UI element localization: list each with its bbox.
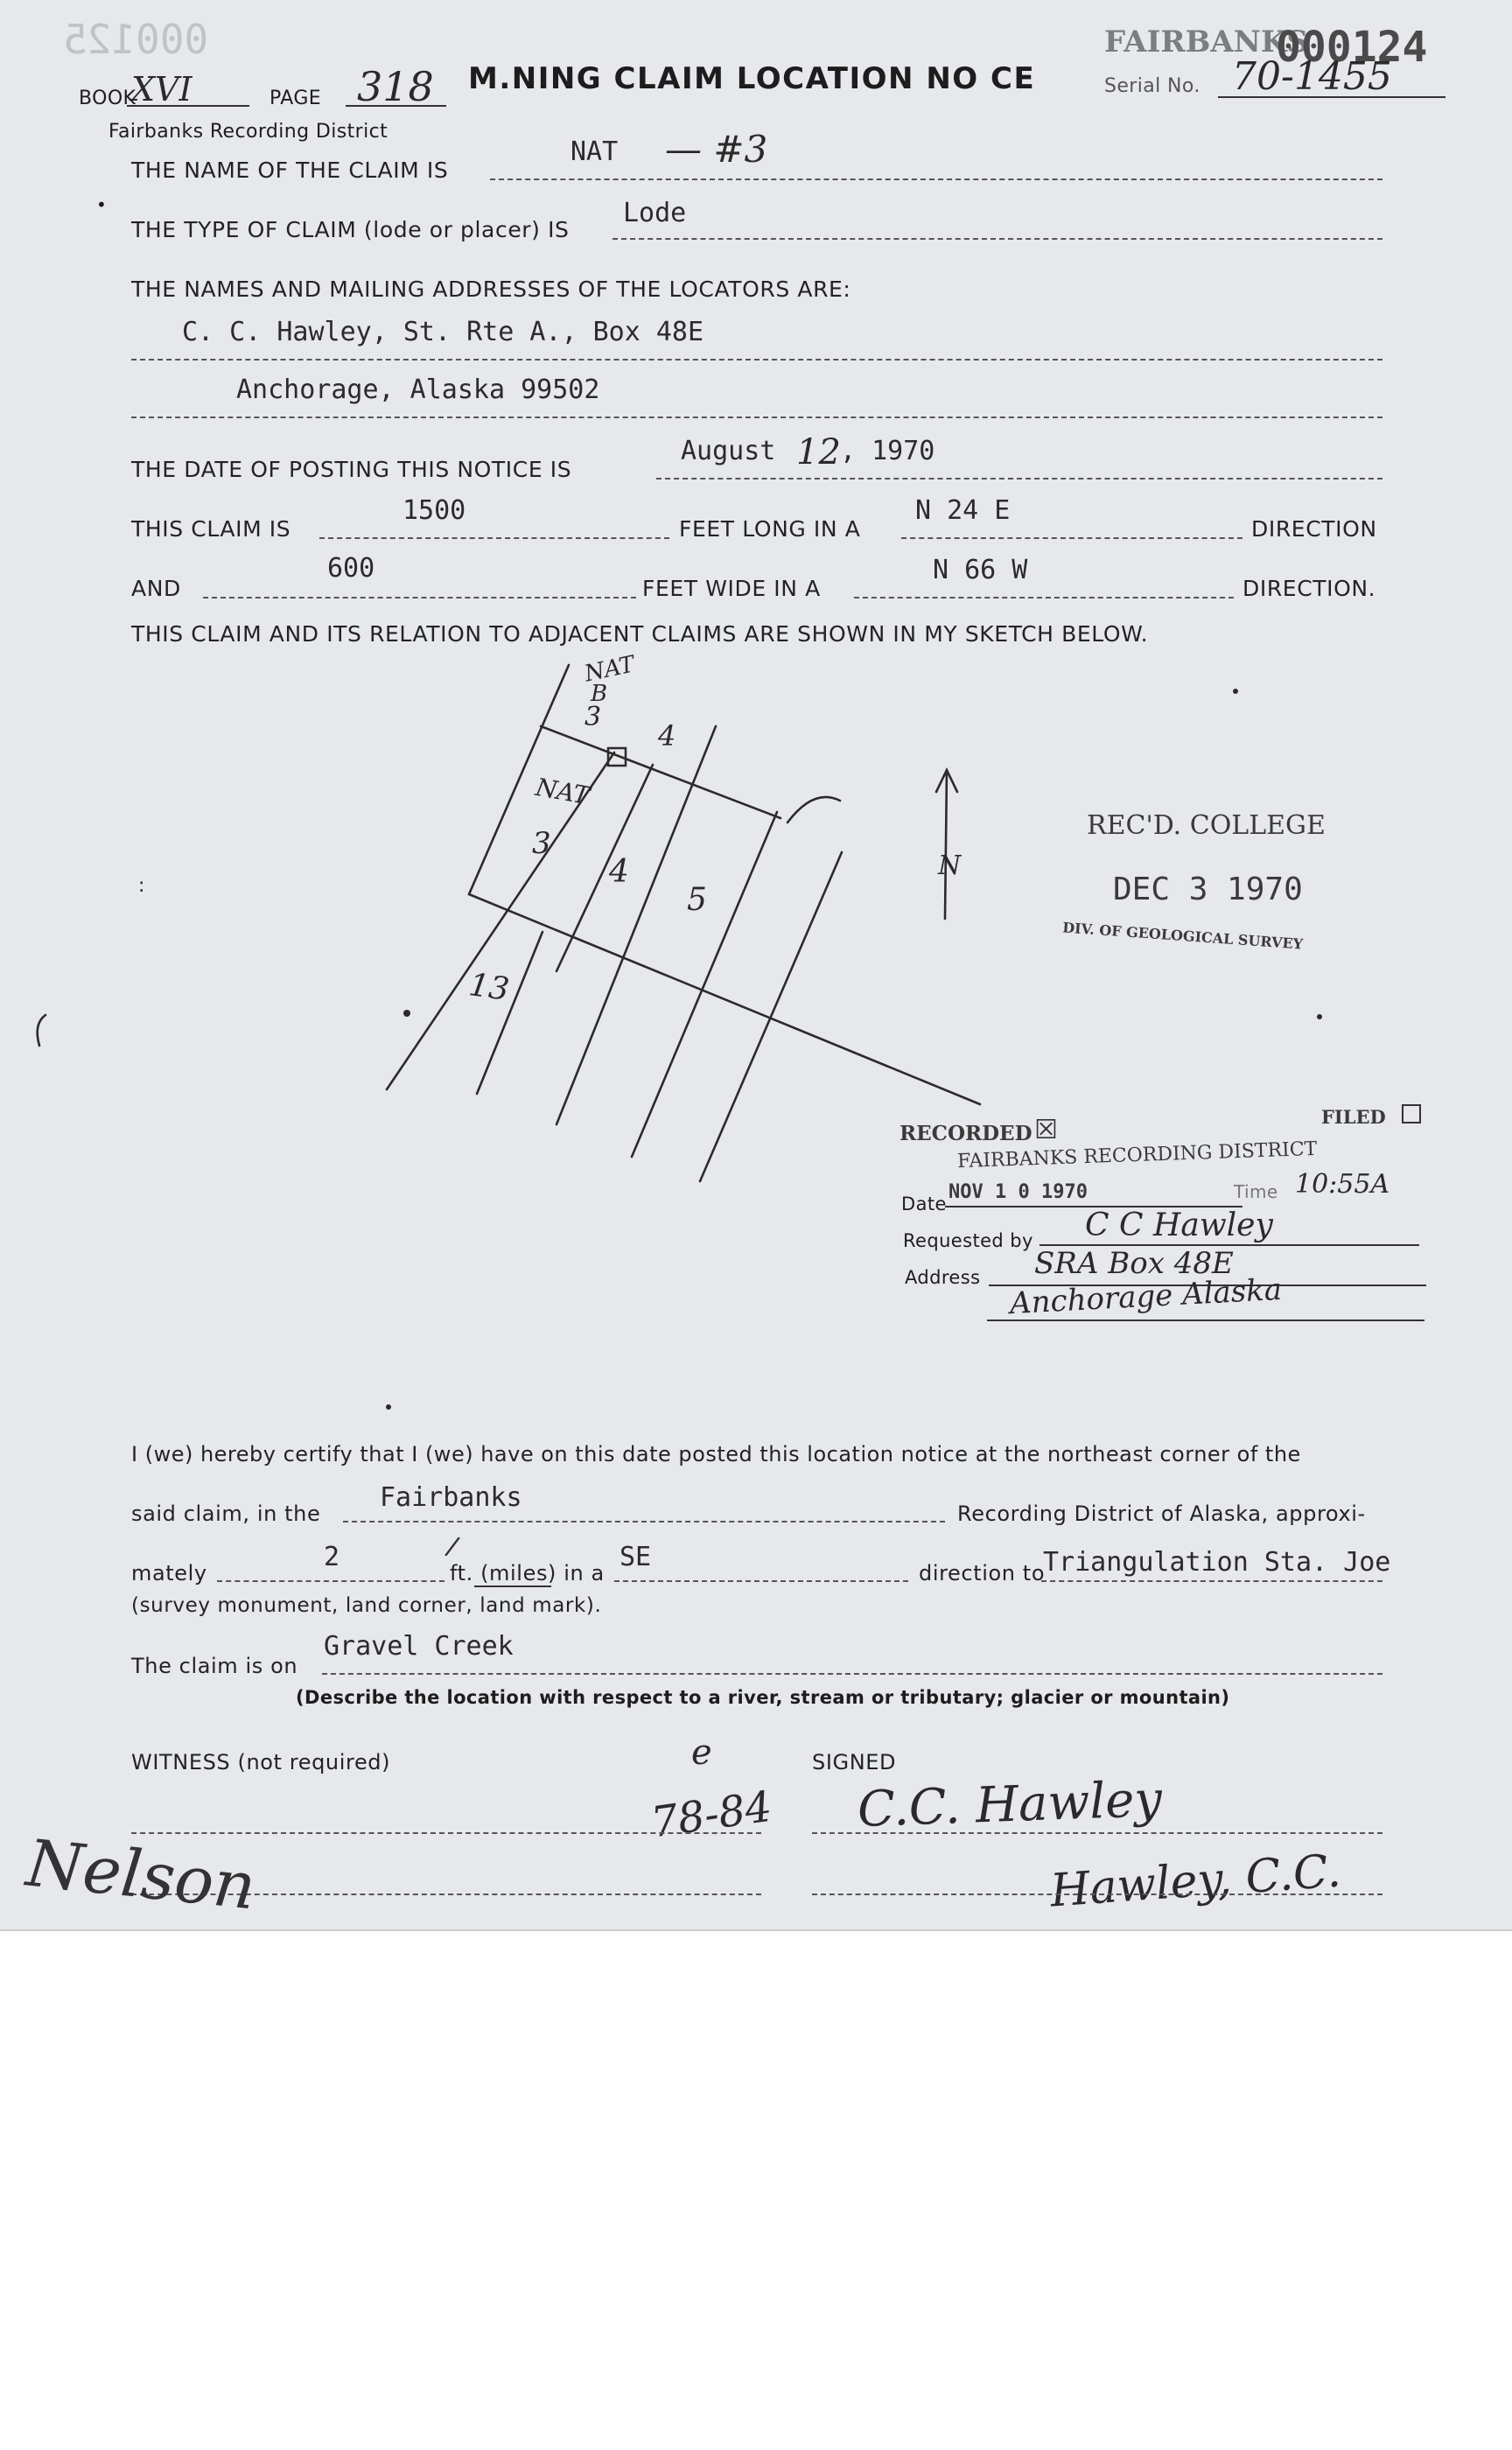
page-title: M.NING CLAIM LOCATION NO CE xyxy=(468,61,1036,96)
claim-is-label: THIS CLAIM IS xyxy=(131,516,291,542)
signature-2: Hawley, C.C. xyxy=(1048,1844,1343,1918)
address-line1: SRA Box 48E xyxy=(1034,1246,1234,1281)
sketch-label-5: 5 xyxy=(687,882,707,918)
locator-line2: Anchorage, Alaska 99502 xyxy=(236,374,600,405)
describe-note: (Describe the location with respect to a river, stream or tributary; glacier or mountain) xyxy=(296,1687,1230,1708)
claim-type-label: THE TYPE OF CLAIM (lode or placer) IS xyxy=(131,217,570,242)
page-value: 318 xyxy=(357,63,434,110)
direction-value: SE xyxy=(620,1542,652,1572)
sketch-label-b4: 4 xyxy=(658,719,676,752)
survey-note: (survey monument, land corner, land mark). xyxy=(131,1594,602,1617)
page-label: PAGE xyxy=(270,88,322,109)
sketch-dot xyxy=(386,1404,391,1410)
recorded-date-label: Date xyxy=(901,1194,947,1214)
requested-by-label: Requested by xyxy=(903,1230,1033,1251)
recorded-time-label: Time xyxy=(1234,1181,1278,1202)
posting-date-label: THE DATE OF POSTING THIS NOTICE IS xyxy=(131,457,572,482)
claim-name-hand: — #3 xyxy=(665,128,768,171)
recorded-label: RECORDED xyxy=(900,1122,1032,1145)
claim-name-typed: NAT xyxy=(570,136,619,167)
length-value: 1500 xyxy=(402,495,466,526)
direction-label: DIRECTION xyxy=(1251,516,1377,542)
recorded-check-icon: ☒ xyxy=(1034,1115,1058,1145)
witness-scrawl: Nelson xyxy=(23,1825,260,1925)
distance-line xyxy=(217,1580,444,1582)
fairbanks-stamp: FAIRBANKS xyxy=(1104,24,1308,60)
sketch-dot xyxy=(403,1010,410,1017)
claim-on-line xyxy=(322,1673,1382,1675)
note-number: 78-84 xyxy=(648,1782,775,1848)
sketch-dot xyxy=(1317,1014,1322,1019)
filed-label: FILED xyxy=(1321,1106,1386,1128)
sketch-line xyxy=(477,932,542,1094)
margin-stroke xyxy=(38,1015,46,1046)
sketch-label-4: 4 xyxy=(609,854,629,890)
district-value: Fairbanks xyxy=(380,1482,522,1513)
college-stamp-date: DEC 3 1970 xyxy=(1113,872,1303,907)
sketch-label-nat-b: NAT xyxy=(582,651,637,688)
sketch-label-3: 3 xyxy=(532,826,551,861)
college-stamp-line1: REC'D. COLLEGE xyxy=(1087,810,1326,841)
sketch-line xyxy=(700,852,842,1181)
sketch-label-b: B xyxy=(591,681,608,707)
recorded-date-value: NOV 1 0 1970 xyxy=(948,1181,1088,1203)
book-label: BOOK xyxy=(79,88,136,109)
sketch-line xyxy=(632,812,777,1157)
sketch-label: THIS CLAIM AND ITS RELATION TO ADJACENT CLAIMS ARE SHOWN IN MY SKETCH BELOW. xyxy=(131,621,1149,647)
witness-label: WITNESS (not required) xyxy=(131,1750,391,1774)
said-claim-label: said claim, in the xyxy=(131,1502,321,1526)
feet-wide-label: FEET WIDE IN A xyxy=(642,576,821,601)
posting-date-day: 12 xyxy=(796,432,841,472)
sketch-label-13: 13 xyxy=(466,967,512,1008)
and-label: AND xyxy=(131,576,181,601)
width-value: 600 xyxy=(327,553,375,584)
miles-underline xyxy=(474,1586,551,1587)
ft-miles-label: ft. (miles) in a xyxy=(450,1561,605,1586)
stamp-number: 000124 xyxy=(1276,23,1428,72)
signed-label: SIGNED xyxy=(812,1750,897,1774)
certify-text: I (we) hereby certify that I (we) have on this date posted this location notice at the northeast corner of the xyxy=(131,1442,1301,1466)
feet-long-label: FEET LONG IN A xyxy=(679,516,861,542)
signature-1: C.C. Hawley xyxy=(856,1770,1163,1839)
claim-name-label: THE NAME OF THE CLAIM IS xyxy=(131,158,449,183)
district-line xyxy=(343,1521,945,1522)
sketch-label-nat: NAT xyxy=(533,772,592,811)
mately-label: mately xyxy=(131,1561,207,1586)
wide-direction: N 66 W xyxy=(933,555,1028,585)
direction-to-label: direction to xyxy=(919,1561,1046,1586)
landmark-line xyxy=(1041,1580,1382,1582)
claim-on-label: The claim is on xyxy=(131,1654,298,1678)
miles-check-mark: / xyxy=(443,1530,462,1563)
college-stamp-line3: DIV. OF GEOLOGICAL SURVEY xyxy=(1061,919,1304,953)
locators-label: THE NAMES AND MAILING ADDRESSES OF THE LOCATORS ARE: xyxy=(131,276,851,302)
margin-bullet: • xyxy=(96,194,107,215)
signed-line-1 xyxy=(812,1832,1382,1834)
recording-district-text: Recording District of Alaska, approxi- xyxy=(957,1502,1366,1526)
north-label: N xyxy=(938,850,962,881)
filed-box-icon xyxy=(1402,1104,1421,1124)
long-direction: N 24 E xyxy=(915,495,1011,526)
direction-label-2: DIRECTION. xyxy=(1242,576,1376,601)
district-label: Fairbanks Recording District xyxy=(108,121,388,143)
book-value: XVI xyxy=(131,70,192,108)
landmark-value: Triangulation Sta. Joe xyxy=(1043,1547,1391,1578)
witness-line-1 xyxy=(131,1832,761,1834)
note-top: e xyxy=(691,1732,712,1773)
signed-line-2 xyxy=(812,1894,1382,1895)
serial-label: Serial No. xyxy=(1104,75,1200,97)
address-line2: Anchorage Alaska xyxy=(1009,1271,1283,1322)
serial-value: 70-1455 xyxy=(1232,54,1392,99)
requested-by-value: C C Hawley xyxy=(1085,1208,1273,1243)
claim-type-value: Lode xyxy=(623,198,687,228)
address-line2-rule xyxy=(987,1320,1424,1321)
distance-value: 2 xyxy=(324,1542,340,1572)
sketch-stroke xyxy=(788,797,840,822)
locator-line1: C. C. Hawley, St. Rte A., Box 48E xyxy=(182,317,704,347)
posting-date-month: August xyxy=(681,436,776,466)
north-arrow-shaft xyxy=(945,770,947,919)
claim-on-value: Gravel Creek xyxy=(324,1631,514,1662)
sketch-line xyxy=(469,894,980,1104)
ghost-number: 000125 xyxy=(63,16,209,63)
recording-district-stamp: FAIRBANKS RECORDING DISTRICT xyxy=(956,1138,1318,1173)
direction-line xyxy=(614,1580,908,1582)
sketch-dot xyxy=(1233,689,1238,694)
recorded-time-value: 10:55A xyxy=(1295,1169,1390,1200)
margin-colon: : xyxy=(138,875,145,897)
posting-date-year: , 1970 xyxy=(840,436,935,466)
sketch-label-b3: 3 xyxy=(584,702,602,732)
address-label: Address xyxy=(905,1267,981,1288)
